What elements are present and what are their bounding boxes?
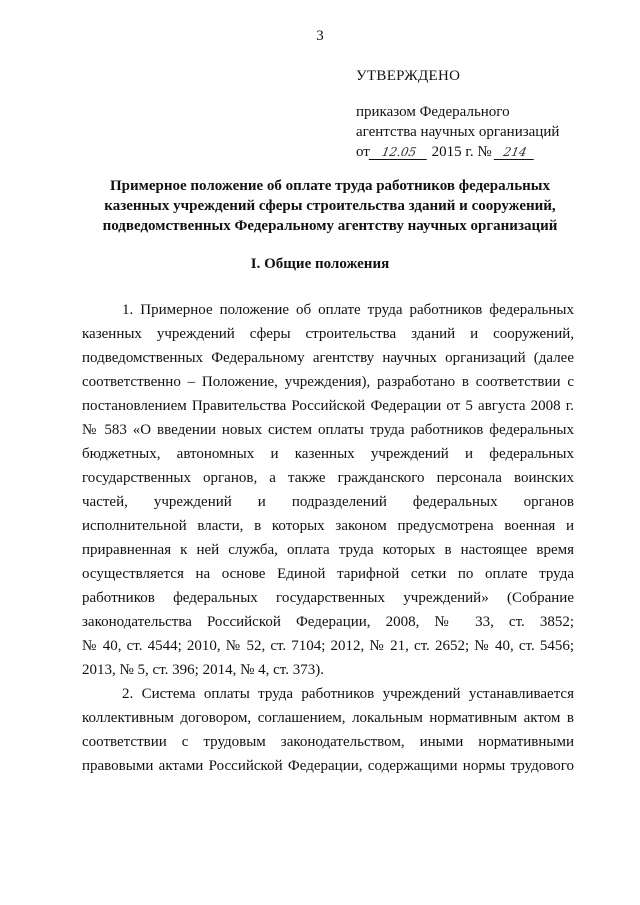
body-text (82, 298, 574, 778)
approval-title: УТВЕРЖДЕНО (356, 68, 461, 84)
paragraph-line: осуществляется на основе Единой тарифной сетки по оплате труда (82, 566, 574, 582)
title-line-3: подведомственных Федеральному агентству научных организаций (102, 218, 558, 234)
handwritten-number: 214 (494, 145, 537, 160)
paragraph-line: государственных органов, а также гражданского персонала воинских (82, 470, 574, 486)
approval-line-2: агентства научных организаций (356, 124, 560, 140)
approval-block (356, 66, 616, 162)
year-number-label: 2015 г. № (431, 144, 492, 160)
approval-line-1: приказом Федерального (356, 104, 510, 120)
paragraph-line: 1. Примерное положение об оплате труда работников федеральных (122, 302, 574, 318)
paragraph-1 (82, 298, 574, 682)
document-title (80, 176, 580, 236)
paragraph-line: коллективным договором, соглашением, локальным нормативным актом в (82, 710, 574, 726)
paragraph-line: работников федеральных государственных учреждений» (Собрание (82, 590, 574, 606)
handwritten-date: 12.05 (369, 145, 430, 160)
title-line-1: Примерное положение об оплате труда работников федеральных (109, 178, 550, 194)
approval-date-line (356, 142, 616, 162)
paragraph-line: 2013, № 5, ст. 396; 2014, № 4, ст. 373). (82, 662, 324, 678)
paragraph-line: приравненная к ней служба, оплата труда которых в настоящее время (82, 542, 574, 558)
paragraph-line: № 583 «О введении новых систем оплаты труда работников федеральных (82, 422, 574, 438)
paragraph-line: исполнительной власти, в которых законом предусмотрена военная и (82, 518, 574, 534)
paragraph-line: подведомственных Федеральному агентству научных организаций (далее (82, 350, 574, 366)
paragraph-line: соответственно – Положение, учреждения), разработано в соответствии с (82, 374, 574, 390)
paragraph-line: соответствии с трудовым законодательством, иными нормативными (82, 734, 574, 750)
title-line-2: казенных учреждений сферы строительства зданий и сооружений, (104, 198, 556, 214)
section-heading: I. Общие положения (250, 256, 390, 272)
paragraph-line: № 40, ст. 4544; 2010, № 52, ст. 7104; 2012, № 21, ст. 2652; № 40, ст. 5456; (82, 638, 574, 654)
paragraph-line: правовыми актами Российской Федерации, содержащими нормы трудового (82, 758, 574, 774)
paragraph-line: законодательства Российской Федерации, 2008, № 33, ст. 3852; (82, 614, 574, 630)
paragraph-2 (82, 682, 574, 778)
paragraph-line: частей, учреждений и подразделений федеральных органов (82, 494, 574, 510)
paragraph-line: бюджетных, автономных и казенных учреждений и федеральных (82, 446, 574, 462)
paragraph-line: 2. Система оплаты труда работников учреждений устанавливается (122, 686, 574, 702)
date-prefix: от (356, 144, 370, 160)
page-number: 3 (316, 28, 324, 44)
paragraph-line: казенных учреждений сферы строительства зданий и сооружений, (82, 326, 574, 342)
paragraph-line: постановлением Правительства Российской Федерации от 5 августа 2008 г. (82, 398, 574, 414)
